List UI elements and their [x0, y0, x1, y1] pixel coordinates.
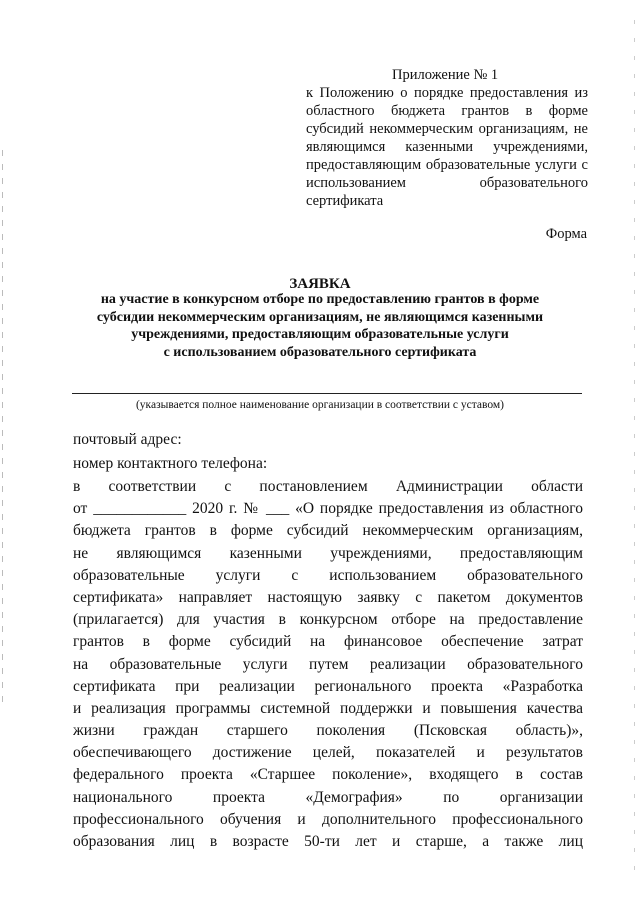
body-line: сертификата» направляет настоящую заявку с пакетом документов: [73, 588, 583, 606]
body-line: грантов в форме субсидий на финансовое обеспечение затрат: [73, 633, 583, 651]
body-line: и реализация программы системной поддержки и повышения качества: [73, 699, 583, 717]
form-label: Форма: [545, 226, 587, 242]
subtitle-line: субсидии некоммерческим организациям, не являющимся казенными: [96, 309, 544, 325]
subtitle-line: учреждениями, предоставляющим образовательные услуги: [131, 327, 509, 342]
body-line: образовательные услуги с использованием образовательного: [73, 566, 583, 584]
body-line: сертификата при реализации регионального проекта «Разработка: [73, 677, 583, 695]
postal-address-field: почтовый адрес:: [73, 431, 182, 448]
body-line: на образовательные услуги путем реализации образовательного: [73, 655, 583, 673]
body-line: обеспечивающего достижение целей, показателей и результатов: [73, 744, 583, 762]
document-title: ЗАЯВКА: [289, 276, 351, 292]
appendix-title: Приложение № 1: [392, 67, 499, 83]
phone-field: номер контактного телефона:: [73, 455, 268, 472]
body-line: в соответствии с постановлением Администрации области: [73, 478, 583, 495]
organization-name-hint: (указывается полное наименование организации в соответствии с уставом): [135, 399, 505, 411]
body-line: профессионального обучения и дополнительного профессионального: [73, 810, 583, 828]
body-line: (прилагается) для участия в конкурсном отборе на предоставление: [73, 611, 583, 629]
appendix-text: к Положению о порядке предоставления из областного бюджета грантов в форме субсидий некоммерческим организациям, не являющимся казенными учреждениями, предоставляющим образовательные услуги с использованием образовательного сертификата: [306, 85, 588, 209]
body-line: национального проекта «Демография» по организации: [73, 788, 583, 806]
organization-name-line: [72, 393, 582, 394]
scan-edge-right: [634, 20, 635, 880]
subtitle-line: на участие в конкурсном отборе по предоставлению грантов в форме: [100, 292, 540, 307]
body-line: бюджета грантов в форме субсидий некоммерческим организациям,: [73, 522, 583, 540]
body-line: федерального проекта «Старшее поколение», входящего в состав: [73, 766, 583, 784]
scan-edge-left: [2, 150, 3, 710]
body-line: жизни граждан старшего поколения (Псковская область)»,: [73, 722, 583, 740]
body-text: [73, 476, 583, 853]
body-line: не являющимся казенными учреждениями, предоставляющим: [73, 544, 583, 562]
body-line: образования лиц в возрасте 50-ти лет и старше, а также лиц: [73, 833, 583, 850]
subtitle-line: с использованием образовательного сертификата: [163, 344, 477, 360]
body-line: от ____________ 2020 г. № ___ «О порядке предоставления из областного: [73, 500, 583, 518]
document-subtitle: [60, 291, 580, 361]
